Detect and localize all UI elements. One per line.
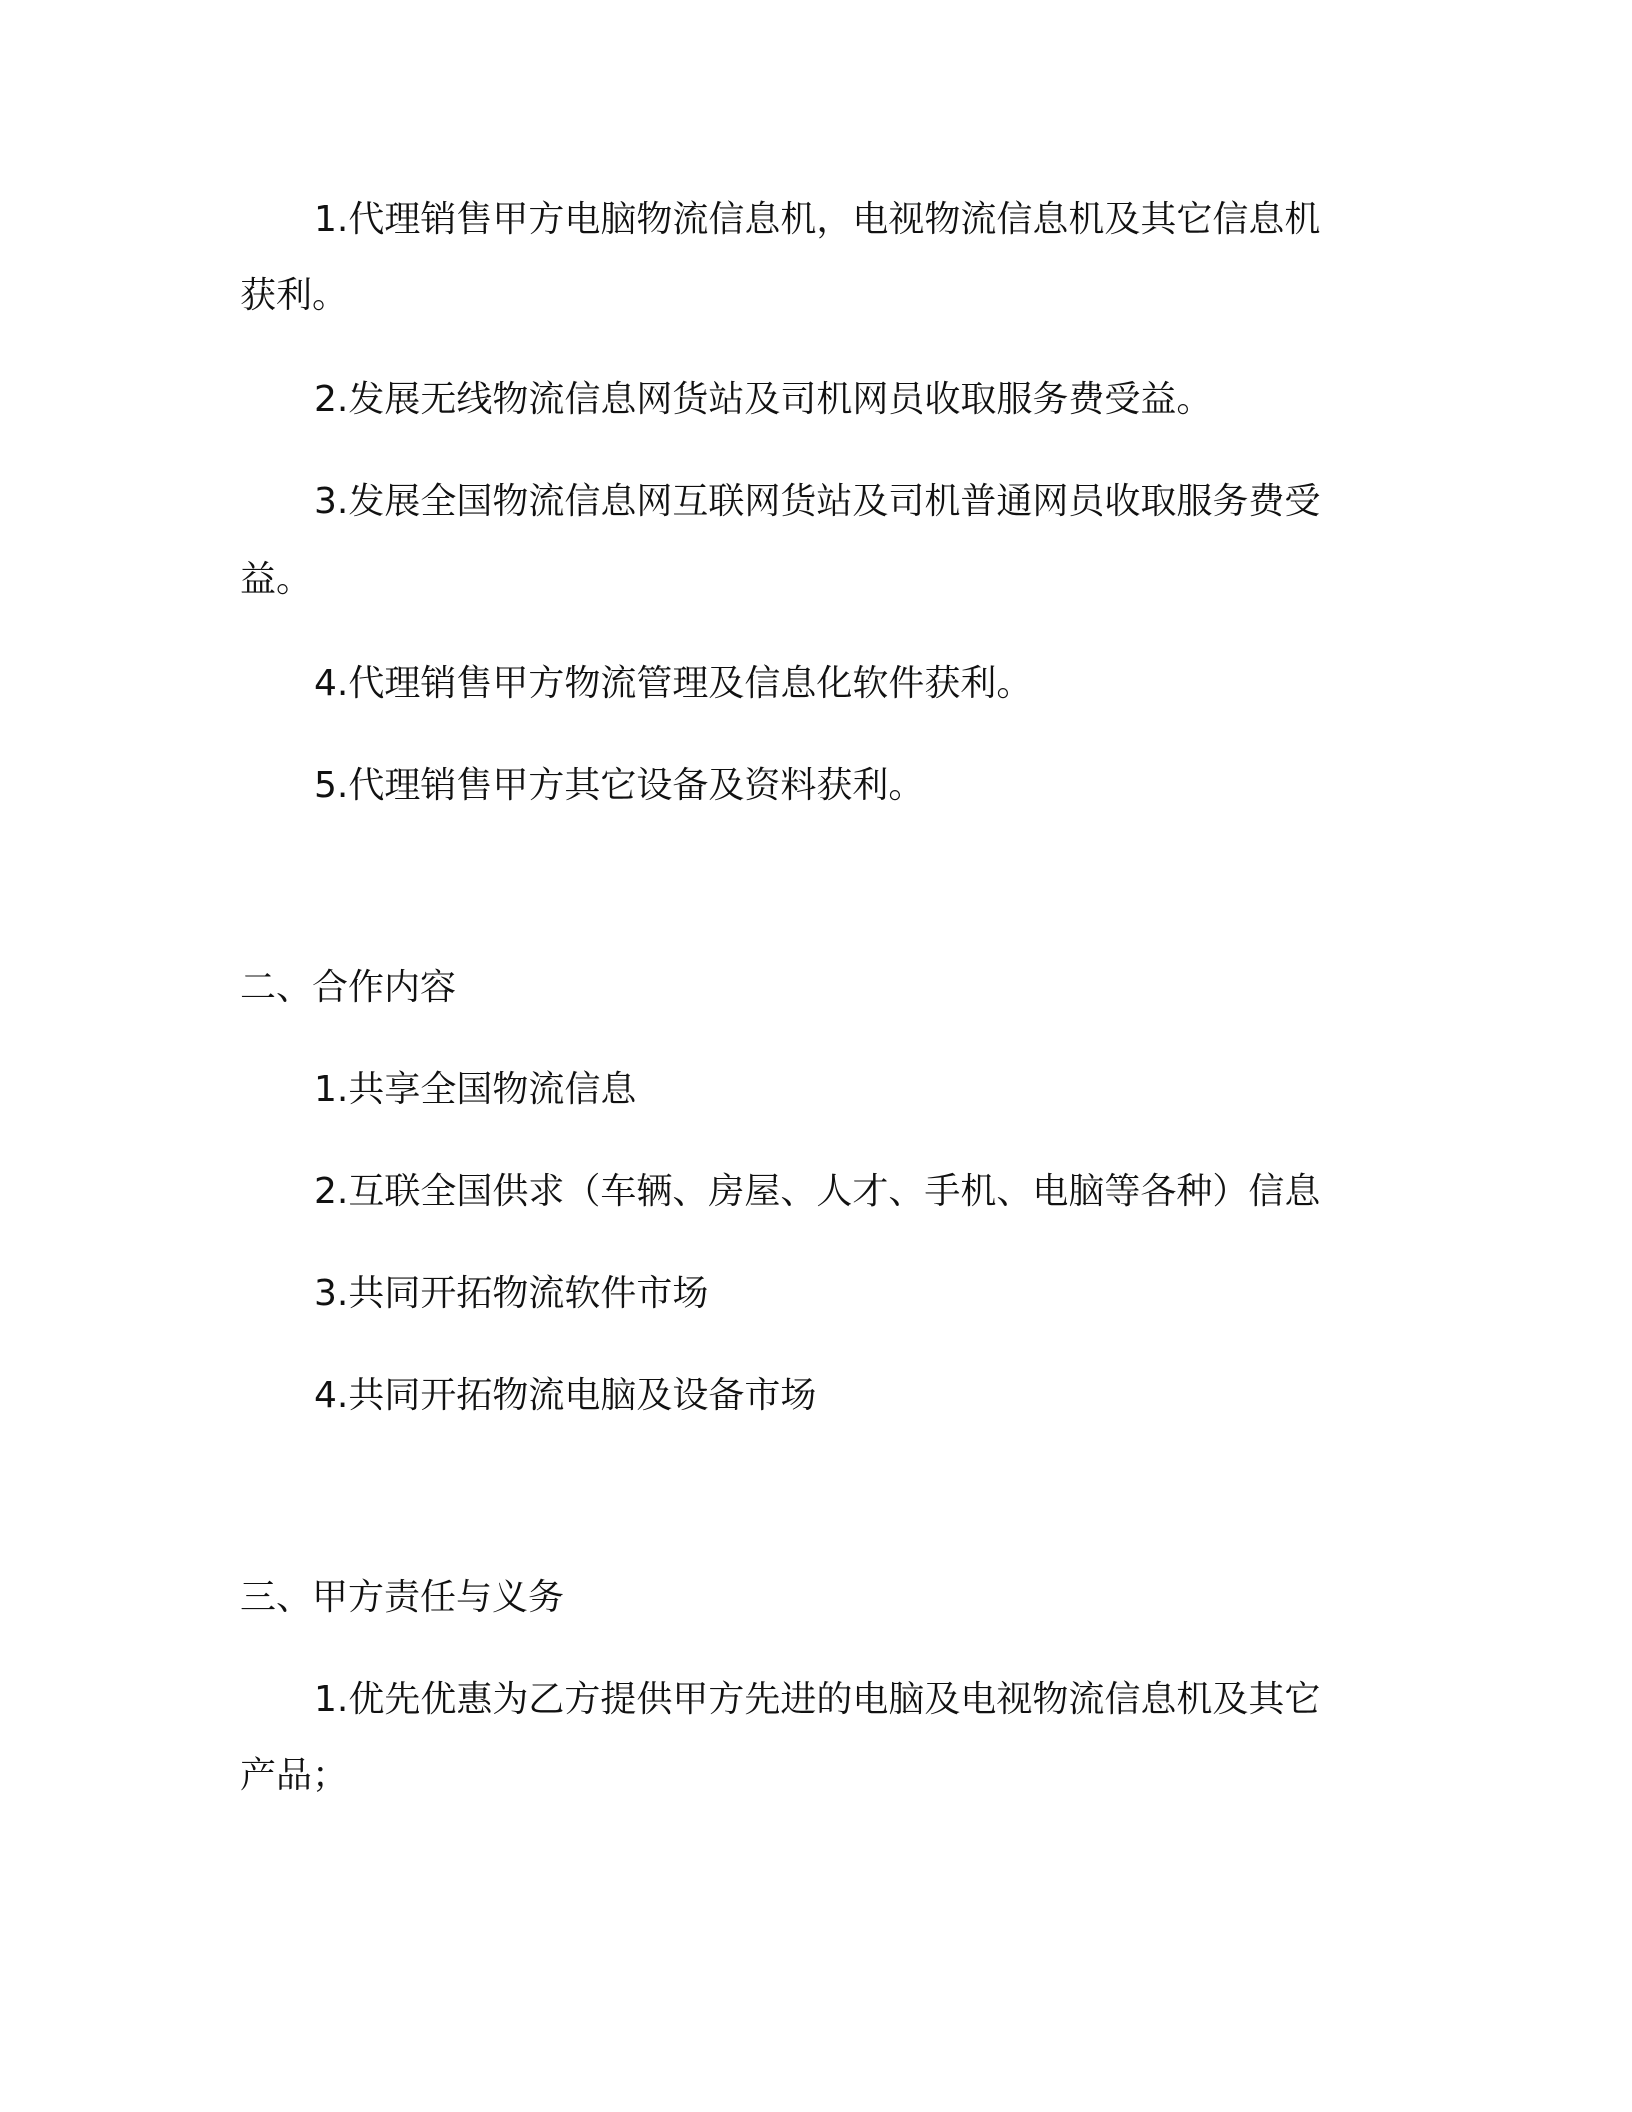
section-heading-party-a-duties: 三、甲方责任与义务 [240,1577,565,1618]
list-item-2-1: 1.共享全国物流信息 [314,1069,637,1110]
list-item-3-1: 1.优先优惠为乙方提供甲方先进的电脑及电视物流信息机及其它 [314,1679,1321,1720]
list-item-1-1: 1.代理销售甲方电脑物流信息机，电视物流信息机及其它信息机 [314,199,1321,240]
list-item-1-5: 5.代理销售甲方其它设备及资料获利。 [314,765,925,806]
list-item-1-3: 3.发展全国物流信息网互联网货站及司机普通网员收取服务费受 [314,481,1321,522]
list-item-1-4: 4.代理销售甲方物流管理及信息化软件获利。 [314,663,1033,704]
list-item-1-1-cont: 获利。 [240,275,349,316]
list-item-2-3: 3.共同开拓物流软件市场 [314,1273,709,1314]
section-heading-cooperation: 二、合作内容 [240,967,457,1008]
list-item-1-2: 2.发展无线物流信息网货站及司机网员收取服务费受益。 [314,379,1213,420]
list-item-3-1-cont: 产品； [240,1755,349,1796]
list-item-1-3-cont: 益。 [240,559,313,600]
list-item-2-4: 4.共同开拓物流电脑及设备市场 [314,1375,817,1416]
list-item-2-2: 2.互联全国供求（车辆、房屋、人才、手机、电脑等各种）信息 [314,1171,1321,1212]
